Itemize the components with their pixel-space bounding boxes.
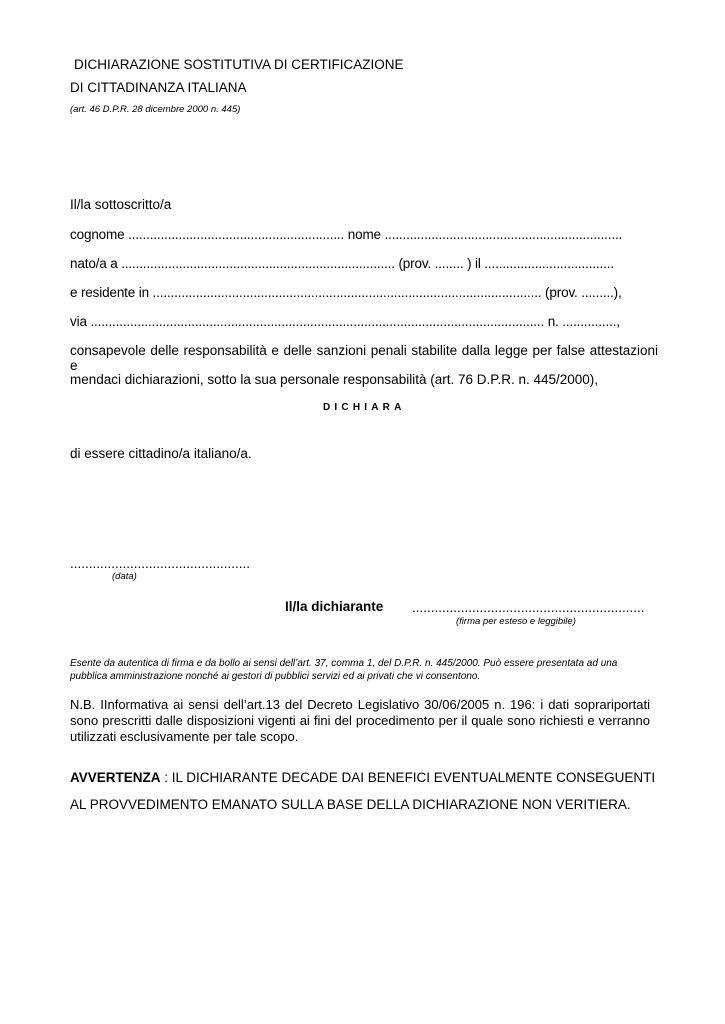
- declaration-heading: DICHIARA: [323, 402, 406, 413]
- awareness-line-1: consapevole delle responsabilità e delle sanzioni penali stabilite dalla legge per false attestazioni e: [70, 343, 658, 373]
- warning-text-1: : IL DICHIARANTE DECADE DAI BENEFICI EVENTUALMENTE CONSEGUENTI: [160, 770, 656, 785]
- intro-label: Il/la sottoscritto/a: [70, 197, 172, 212]
- privacy-note: N.B. IInformativa ai sensi dell’art.13 del Decreto Legislativo 30/06/2005 n. 196: i dati soprariportati sono prescritti dalle disposizioni vigenti ai fini del procedimento per il quale sono richiesti e verranno utilizzati esclusivamente per tale scopo.: [70, 697, 650, 744]
- warning-line-1: [70, 770, 655, 785]
- exemption-note: Esente da autentica di firma e da bollo ai sensi dell’art. 37, comma 1, del D.P.R. n. 445/2000. Può essere presentata ad una pubblica amministrazione nonché ai gestori di pubblici servizi ed ai privati che vi consentono.: [70, 658, 618, 682]
- title-line-2: DI CITTADINANZA ITALIANA: [70, 80, 247, 95]
- title-line-1: DICHIARAZIONE SOSTITUTIVA DI CERTIFICAZIONE: [74, 57, 404, 72]
- signature-caption: (firma per esteso e leggibile): [456, 616, 576, 627]
- date-caption: (data): [112, 571, 137, 582]
- signature-field: ..............................................................: [412, 600, 645, 615]
- legal-reference: (art. 46 D.P.R. 28 dicembre 2000 n. 445): [70, 104, 241, 115]
- declaration-statement: di essere cittadino/a italiano/a.: [70, 446, 252, 461]
- address-line: via .............................................................................................................................. n. ...............,: [70, 314, 620, 329]
- residence-line: e residente in ............................................................................................................ (prov. .........),: [70, 285, 622, 300]
- date-field: ................................................: [70, 556, 251, 571]
- signer-label: Il/la dichiarante: [285, 599, 384, 614]
- warning-line-2: AL PROVVEDIMENTO EMANATO SULLA BASE DELLA DICHIARAZIONE NON VERITIERA.: [70, 797, 631, 812]
- awareness-line-2: mendaci dichiarazioni, sotto la sua personale responsabilità (art. 76 D.P.R. n. 445/2000),: [70, 372, 599, 387]
- warning-label: AVVERTENZA: [70, 770, 161, 785]
- cognome-nome-line: cognome ............................................................ nome ..................................................................: [70, 227, 623, 242]
- birth-line: nato/a a ............................................................................ (prov. ........ ) il ....................................: [70, 256, 614, 271]
